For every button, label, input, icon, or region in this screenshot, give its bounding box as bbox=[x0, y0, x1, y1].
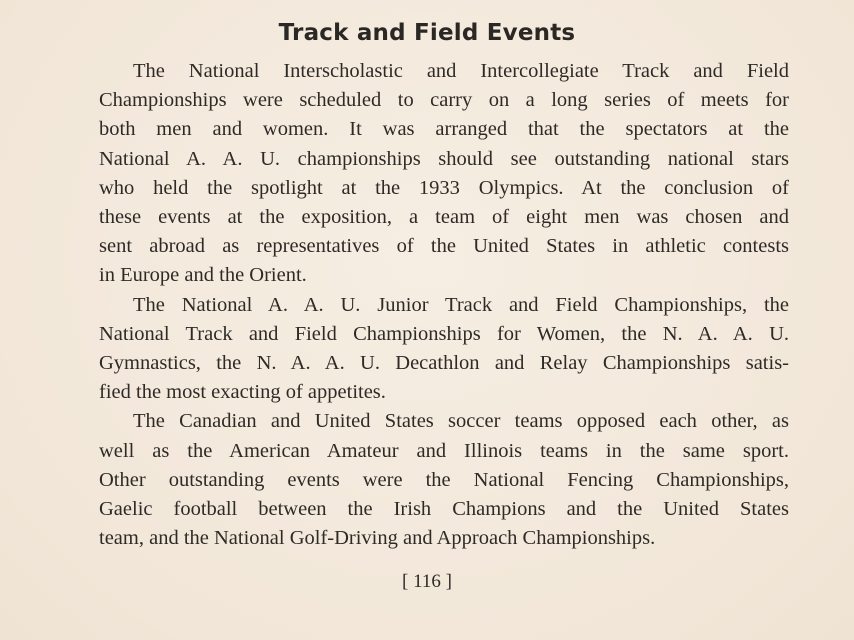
section-title: Track and Field Events bbox=[278, 20, 576, 46]
paragraph-2 bbox=[99, 291, 789, 408]
text-line: in Europe and the Orient. bbox=[99, 264, 307, 287]
text-line: both men and women. It was arranged that the spectators at the bbox=[99, 118, 789, 141]
text-line: Other outstanding events were the National Fencing Championships, bbox=[99, 468, 789, 491]
text-line: well as the American Amateur and Illinois teams in the same sport. bbox=[99, 439, 789, 462]
paragraph-1 bbox=[99, 57, 789, 291]
paragraph-3 bbox=[99, 407, 789, 553]
text-line: National Track and Field Championships for Women, the N. A. A. U. bbox=[99, 322, 789, 345]
body-text bbox=[99, 57, 789, 553]
text-line: Gaelic football between the Irish Champions and the United States bbox=[99, 498, 789, 521]
text-line: fied the most exacting of appetites. bbox=[99, 381, 386, 404]
text-line: sent abroad as representatives of the United States in athletic contests bbox=[99, 235, 789, 258]
page-number: [ 116 ] bbox=[402, 571, 452, 592]
text-line: Gymnastics, the N. A. A. U. Decathlon and Relay Championships satis- bbox=[99, 352, 789, 375]
text-line: National A. A. U. championships should see outstanding national stars bbox=[99, 147, 789, 170]
text-line: Championships were scheduled to carry on a long series of meets for bbox=[99, 89, 789, 112]
text-line: The National A. A. U. Junior Track and Field Championships, the bbox=[133, 293, 789, 316]
text-line: The National Interscholastic and Intercollegiate Track and Field bbox=[133, 60, 789, 82]
text-line: team, and the National Golf-Driving and Approach Championships. bbox=[99, 527, 656, 550]
text-line: these events at the exposition, a team of eight men was chosen and bbox=[99, 206, 789, 229]
text-line: who held the spotlight at the 1933 Olympics. At the conclusion of bbox=[99, 176, 789, 199]
text-line: The Canadian and United States soccer teams opposed each other, as bbox=[133, 410, 789, 433]
